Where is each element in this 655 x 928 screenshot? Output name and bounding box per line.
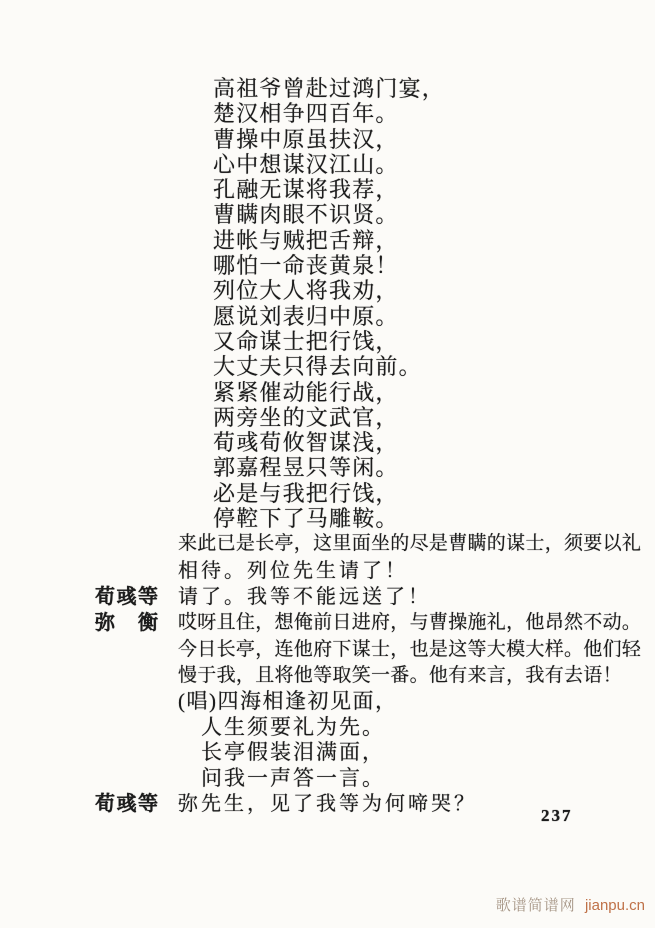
dialog-line bbox=[0, 637, 655, 663]
speaker-name: 荀彧等 bbox=[95, 585, 160, 608]
line-text: 停鞚下了马雕鞍。 bbox=[213, 506, 399, 532]
page-number: 237 bbox=[541, 806, 573, 825]
line-text: 今日长亭，连他府下谋士，也是这等大模大样。他们轻 bbox=[178, 638, 642, 660]
speaker-name: 荀彧等 bbox=[95, 793, 160, 816]
sung-line bbox=[0, 689, 655, 715]
watermark-site-url: jianpu.cn bbox=[584, 897, 645, 914]
line-text: 曹操中原虽扶汉， bbox=[213, 126, 399, 152]
line-text: 进帐与贼把舌辩， bbox=[213, 227, 399, 253]
line-text: 来此已是长亭，这里面坐的尽是曹瞒的谋士，须要以礼 bbox=[178, 533, 642, 555]
line-text: 必是与我把行饯， bbox=[213, 480, 399, 506]
line-text: 大丈夫只得去向前。 bbox=[213, 354, 422, 380]
dialog-line bbox=[0, 663, 655, 689]
verse-line bbox=[0, 127, 655, 152]
line-text: 人生须要礼为先。 bbox=[201, 714, 385, 739]
speaker-name: 弥 衡 bbox=[95, 612, 160, 635]
line-text: 郭嘉程昱只等闲。 bbox=[213, 455, 399, 481]
line-text: 愿说刘表归中原。 bbox=[213, 303, 399, 329]
dialog-line bbox=[0, 610, 655, 636]
line-text: 列位大人将我劝， bbox=[213, 278, 399, 304]
line-text: (唱)四海相逢初见面， bbox=[178, 689, 398, 714]
line-text: 高祖爷曾赴过鸿门宴， bbox=[213, 76, 446, 101]
line-text: 两旁坐的文武官， bbox=[213, 404, 399, 430]
verse-line bbox=[0, 228, 655, 253]
sung-line bbox=[0, 740, 655, 766]
verse-line bbox=[0, 76, 655, 101]
verse-line bbox=[0, 101, 655, 126]
line-text: 曹瞒肉眼不识贤。 bbox=[213, 202, 399, 228]
verse-line bbox=[0, 253, 655, 278]
line-text: 又命谋士把行饯， bbox=[213, 328, 399, 354]
line-text: 楚汉相争四百年。 bbox=[213, 101, 399, 127]
verse-line bbox=[0, 329, 655, 354]
verse-line bbox=[0, 481, 655, 506]
verse-line bbox=[0, 430, 655, 455]
sung-line bbox=[0, 715, 655, 741]
line-text: 哪怕一命丧黄泉！ bbox=[213, 253, 399, 279]
line-text: 哎呀且住，想俺前日进府，与曹操施礼，他昂然不动。 bbox=[178, 612, 642, 634]
sung-line bbox=[0, 766, 655, 792]
line-text: 孔融无谋将我荐， bbox=[213, 177, 399, 203]
line-text: 长亭假装泪满面， bbox=[201, 740, 385, 765]
script-body bbox=[0, 76, 655, 817]
watermark bbox=[496, 894, 645, 915]
line-text: 问我一声答一言。 bbox=[201, 765, 385, 790]
verse-line bbox=[0, 455, 655, 480]
line-text: 请了。我等不能远送了！ bbox=[178, 585, 431, 608]
line-text: 紧紧催动能行战， bbox=[213, 379, 399, 405]
line-text: 慢于我，且将他等取笑一番。他有来言，我有去语！ bbox=[178, 664, 622, 686]
verse-line bbox=[0, 354, 655, 379]
line-text: 弥先生，见了我等为何啼哭？ bbox=[178, 793, 477, 816]
dialog-line bbox=[0, 584, 655, 610]
verse-line bbox=[0, 405, 655, 430]
line-text: 荀彧荀攸智谋浅， bbox=[213, 430, 399, 456]
verse-line bbox=[0, 278, 655, 303]
verse-line bbox=[0, 202, 655, 227]
watermark-site-name: 歌谱简谱网 bbox=[495, 897, 576, 914]
verse-line bbox=[0, 304, 655, 329]
line-text: 心中想谋汉江山。 bbox=[213, 151, 399, 177]
dialog-line bbox=[0, 531, 655, 557]
line-text: 相待。列位先生请了！ bbox=[178, 559, 408, 582]
dialog-line bbox=[0, 558, 655, 584]
verse-line bbox=[0, 152, 655, 177]
verse-line bbox=[0, 380, 655, 405]
verse-line bbox=[0, 506, 655, 531]
verse-line bbox=[0, 177, 655, 202]
